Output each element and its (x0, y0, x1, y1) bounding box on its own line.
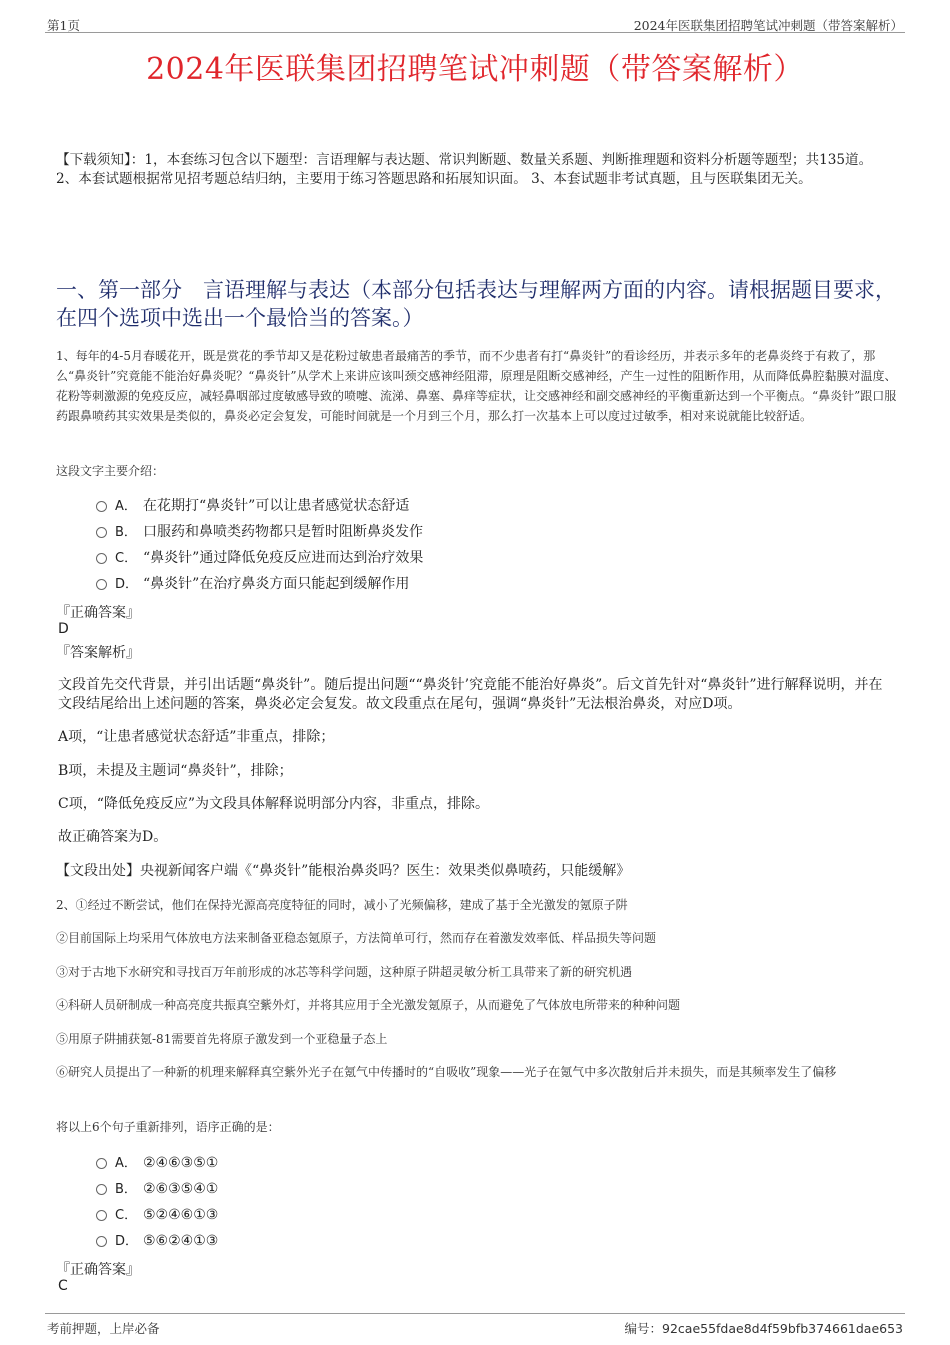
q1-analysis-conclusion: 故正确答案为D。 (58, 829, 168, 845)
q2-option-b[interactable]: B． ②⑥③⑤④① (96, 1179, 218, 1199)
radio-icon[interactable] (96, 1158, 107, 1169)
header-doc-title: 2024年医联集团招聘笔试冲刺题（带答案解析） (633, 18, 903, 33)
q1-answer-label: 『正确答案』 (56, 605, 140, 621)
q1-analysis-c: C项，“降低免疫反应”为文段具体解释说明部分内容，非重点，排除。 (58, 796, 490, 812)
q2-answer: C (58, 1278, 68, 1294)
q1-option-b[interactable]: B． 口服药和鼻喷类药物都只是暂时阻断鼻炎发作 (96, 522, 423, 542)
page-number: 第1页 (47, 18, 80, 33)
section-heading: 一、第一部分 言语理解与表达（本部分包括表达与理解两方面的内容。请根据题目要求，在四个选项中选出一个最恰当的答案。） (56, 278, 896, 330)
question-1-prompt: 这段文字主要介绍： (56, 464, 165, 478)
footer-code: 编号：92cae55fdae8d4f59bfb374661dae653 (624, 1321, 903, 1336)
q2-option-d[interactable]: D． ⑤⑥②④①③ (96, 1231, 218, 1251)
q2-option-a[interactable]: A． ②④⑥③⑤① (96, 1153, 218, 1173)
question-2-prompt: 将以上6个句子重新排列，语序正确的是： (56, 1120, 280, 1134)
q2-sentence-1: 2、①经过不断尝试，他们在保持光源高亮度特征的同时，减小了光频偏移，建成了基于全光激发的氪原子阱 (56, 898, 628, 912)
q2-option-c[interactable]: C． ⑤②④⑥①③ (96, 1205, 218, 1225)
q1-analysis-b: B项，未提及主题词“鼻炎针”，排除； (58, 763, 293, 779)
page-header (45, 14, 905, 33)
q1-option-c[interactable]: C． “鼻炎针”通过降低免疫反应进而达到治疗效果 (96, 548, 423, 568)
radio-icon[interactable] (96, 579, 107, 590)
radio-icon[interactable] (96, 527, 107, 538)
q2-sentence-5: ⑤用原子阱捕获氪-81需要首先将原子激发到一个亚稳量子态上 (56, 1032, 388, 1046)
q2-sentence-6: ⑥研究人员提出了一种新的机理来解释真空紫外光子在氪气中传播时的“自吸收”现象——光子在氪气中多次散射后并未损失，而是其频率发生了偏移 (56, 1065, 837, 1079)
page-footer (45, 1313, 905, 1336)
q1-analysis-label: 『答案解析』 (56, 645, 140, 661)
radio-icon[interactable] (96, 553, 107, 564)
q1-analysis-a: A项，“让患者感觉状态舒适”非重点，排除； (58, 729, 335, 745)
q2-sentence-4: ④科研人员研制成一种高亮度共振真空紫外灯，并将其应用于全光激发氪原子，从而避免了气体放电所带来的种种问题 (56, 998, 681, 1012)
q1-option-d[interactable]: D． “鼻炎针”在治疗鼻炎方面只能起到缓解作用 (96, 574, 409, 594)
radio-icon[interactable] (96, 501, 107, 512)
radio-icon[interactable] (96, 1236, 107, 1247)
q2-answer-label: 『正确答案』 (56, 1262, 140, 1278)
q1-option-a[interactable]: A． 在花期打“鼻炎针”可以让患者感觉状态舒适 (96, 496, 409, 516)
question-1-stem: 1、每年的4-5月春暖花开，既是赏花的季节却又是花粉过敏患者最痛苦的季节，而不少患者有打“鼻炎针”的看诊经历，并表示多年的老鼻炎终于有救了，那么“鼻炎针”究竟能不能治好鼻炎呢？“鼻炎针”从学术上来讲应该叫颈交感神经阻滞，原理是阻断交感神经，产生一过性的阻断作用，从而降低鼻腔黏膜对温度、花粉等刺激源的免疫反应，减轻鼻咽部过度敏感导致的喷嚏、流涕、鼻塞、鼻痒等症状，让交感神经和副交感神经的平衡重新达到一个平衡点。“鼻炎针”跟口服药跟鼻喷药其实效果是类似的，鼻炎必定会复发，可能时间就是一个月到三个月，那么打一次基本上可以度过过敏季，相对来说就能比较舒适。 (56, 349, 897, 423)
q1-source: 【文段出处】央视新闻客户端《“鼻炎针”能根治鼻炎吗？医生：效果类似鼻喷药，只能缓解》 (56, 863, 631, 879)
footer-slogan: 考前押题，上岸必备 (47, 1321, 160, 1336)
q1-analysis-main: 文段首先交代背景，并引出话题“鼻炎针”。随后提出问题““鼻炎针’究竟能不能治好鼻炎”。后文首先针对“鼻炎针”进行解释说明，并在文段结尾给出上述问题的答案，鼻炎必定会复发。故文段重点在尾句，强调“鼻炎针”无法根治鼻炎，对应D项。 (58, 677, 883, 712)
radio-icon[interactable] (96, 1210, 107, 1221)
q2-sentence-3: ③对于古地下水研究和寻找百万年前形成的冰芯等科学问题，这种原子阱超灵敏分析工具带来了新的研究机遇 (56, 965, 633, 979)
q2-sentence-2: ②目前国际上均采用气体放电方法来制备亚稳态氪原子，方法简单可行，然而存在着激发效率低、样品损失等问题 (56, 931, 657, 945)
download-notice: 【下载须知】：1，本套练习包含以下题型：言语理解与表达题、常识判断题、数量关系题、判断推理题和资料分析题等题型；共135道。 2、本套试题根据常见招考题总结归纳，主要用于练习答题思路和拓展知识面。 3、本套试题非考试真题，且与医联集团无关。 (56, 152, 873, 187)
q1-answer: D (58, 621, 69, 637)
radio-icon[interactable] (96, 1184, 107, 1195)
page-title: 2024年医联集团招聘笔试冲刺题（带答案解析） (146, 52, 804, 87)
